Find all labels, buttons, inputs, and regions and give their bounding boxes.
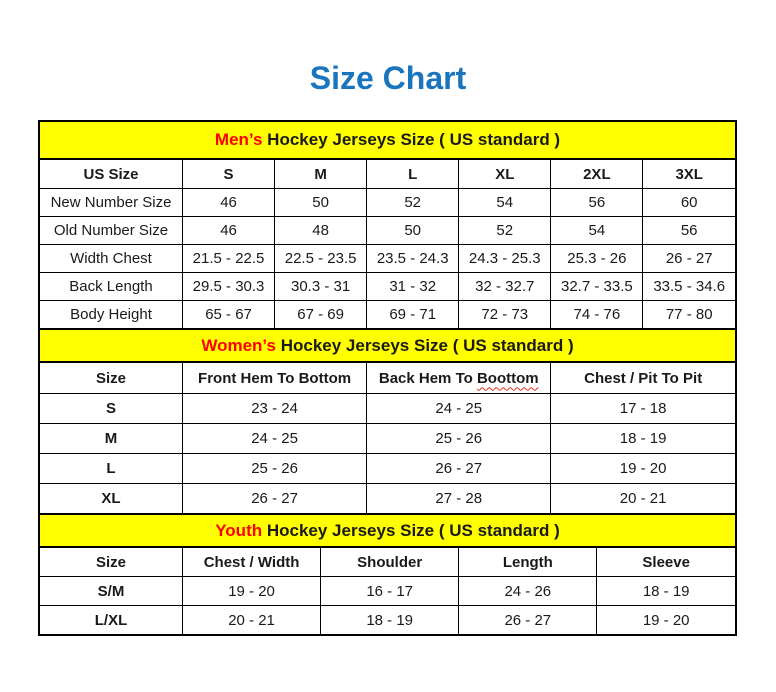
page-title: Size Chart xyxy=(309,60,467,96)
column-header: Size xyxy=(40,548,183,577)
table-cell: 31 - 32 xyxy=(367,273,459,301)
table-cell: 50 xyxy=(275,189,367,217)
table-cell: 25 - 26 xyxy=(183,454,367,484)
column-header: Front Hem To Bottom xyxy=(183,363,367,394)
table-cell: 24.3 - 25.3 xyxy=(459,245,551,273)
table-cell: 23.5 - 24.3 xyxy=(367,245,459,273)
row-label: L/XL xyxy=(40,606,183,635)
table-cell: 50 xyxy=(367,217,459,245)
column-header: Length xyxy=(459,548,597,577)
column-header: US Size xyxy=(40,160,183,189)
table-cell: 54 xyxy=(551,217,643,245)
table-cell: 24 - 25 xyxy=(367,394,551,424)
womens-band-highlight: Women’s xyxy=(201,336,276,355)
misspelled-word: Boottom xyxy=(476,369,539,387)
table-cell: 26 - 27 xyxy=(459,606,597,635)
table-row xyxy=(40,454,735,484)
mens-band-highlight: Men’s xyxy=(214,130,263,149)
row-label: Back Length xyxy=(40,273,183,301)
table-cell: 16 - 17 xyxy=(321,577,459,606)
womens-table xyxy=(40,363,735,513)
table-cell: 20 - 21 xyxy=(551,484,735,514)
table-cell: 65 - 67 xyxy=(183,301,275,329)
table-cell: 19 - 20 xyxy=(597,606,735,635)
table-cell: 26 - 27 xyxy=(643,245,735,273)
table-row xyxy=(40,245,735,273)
youth-table xyxy=(40,548,735,634)
column-header: S xyxy=(183,160,275,189)
table-cell: 56 xyxy=(551,189,643,217)
row-label: Body Height xyxy=(40,301,183,329)
table-cell: 22.5 - 23.5 xyxy=(275,245,367,273)
row-label: Old Number Size xyxy=(40,217,183,245)
table-cell: 69 - 71 xyxy=(367,301,459,329)
table-cell: 24 - 25 xyxy=(183,424,367,454)
table-cell: 60 xyxy=(643,189,735,217)
table-row xyxy=(40,424,735,454)
column-header xyxy=(367,363,551,394)
table-cell: 29.5 - 30.3 xyxy=(183,273,275,301)
column-header: Chest / Pit To Pit xyxy=(551,363,735,394)
table-cell: 52 xyxy=(459,217,551,245)
table-row xyxy=(40,301,735,329)
table-cell: 23 - 24 xyxy=(183,394,367,424)
row-label: New Number Size xyxy=(40,189,183,217)
table-cell: 24 - 26 xyxy=(459,577,597,606)
youth-band-highlight: Youth xyxy=(215,521,263,540)
table-cell: 67 - 69 xyxy=(275,301,367,329)
table-cell: 26 - 27 xyxy=(183,484,367,514)
table-cell: 30.3 - 31 xyxy=(275,273,367,301)
womens-band-text: Hockey Jerseys Size ( US standard ) xyxy=(275,336,574,355)
table-cell: 18 - 19 xyxy=(551,424,735,454)
row-label: XL xyxy=(40,484,183,514)
table-cell: 32 - 32.7 xyxy=(459,273,551,301)
size-chart-page xyxy=(0,62,776,636)
row-label: S/M xyxy=(40,577,183,606)
table-header-row xyxy=(40,548,735,577)
table-cell: 52 xyxy=(367,189,459,217)
table-cell: 33.5 - 34.6 xyxy=(643,273,735,301)
column-header: Chest / Width xyxy=(183,548,321,577)
table-cell: 18 - 19 xyxy=(597,577,735,606)
table-cell: 25.3 - 26 xyxy=(551,245,643,273)
table-cell: 27 - 28 xyxy=(367,484,551,514)
table-row xyxy=(40,484,735,514)
row-label: M xyxy=(40,424,183,454)
table-cell: 56 xyxy=(643,217,735,245)
table-cell: 46 xyxy=(183,189,275,217)
table-cell: 17 - 18 xyxy=(551,394,735,424)
mens-table xyxy=(40,160,735,328)
womens-section-band xyxy=(40,328,735,363)
table-row xyxy=(40,606,735,635)
column-header: M xyxy=(275,160,367,189)
table-cell: 26 - 27 xyxy=(367,454,551,484)
table-row xyxy=(40,217,735,245)
mens-section-band xyxy=(40,122,735,160)
table-cell: 25 - 26 xyxy=(367,424,551,454)
table-cell: 18 - 19 xyxy=(321,606,459,635)
table-row xyxy=(40,273,735,301)
row-label: Width Chest xyxy=(40,245,183,273)
table-row xyxy=(40,577,735,606)
table-cell: 74 - 76 xyxy=(551,301,643,329)
row-label: S xyxy=(40,394,183,424)
column-header: Size xyxy=(40,363,183,394)
table-cell: 72 - 73 xyxy=(459,301,551,329)
table-cell: 32.7 - 33.5 xyxy=(551,273,643,301)
table-header-row xyxy=(40,363,735,394)
youth-section-band xyxy=(40,513,735,548)
row-label: L xyxy=(40,454,183,484)
table-cell: 19 - 20 xyxy=(551,454,735,484)
table-cell: 48 xyxy=(275,217,367,245)
table-cell: 54 xyxy=(459,189,551,217)
table-row xyxy=(40,189,735,217)
column-header: L xyxy=(367,160,459,189)
table-cell: 21.5 - 22.5 xyxy=(183,245,275,273)
mens-band-text: Hockey Jerseys Size ( US standard ) xyxy=(262,130,561,149)
table-cell: 19 - 20 xyxy=(183,577,321,606)
size-chart xyxy=(38,120,737,636)
column-header: 2XL xyxy=(551,160,643,189)
youth-band-text: Hockey Jerseys Size ( US standard ) xyxy=(262,521,560,540)
column-header: 3XL xyxy=(643,160,735,189)
table-cell: 20 - 21 xyxy=(183,606,321,635)
table-cell: 77 - 80 xyxy=(643,301,735,329)
column-header: XL xyxy=(459,160,551,189)
column-header-text: Back Hem To xyxy=(378,369,477,387)
column-header: Sleeve xyxy=(597,548,735,577)
table-cell: 46 xyxy=(183,217,275,245)
table-header-row xyxy=(40,160,735,189)
table-row xyxy=(40,394,735,424)
column-header: Shoulder xyxy=(321,548,459,577)
